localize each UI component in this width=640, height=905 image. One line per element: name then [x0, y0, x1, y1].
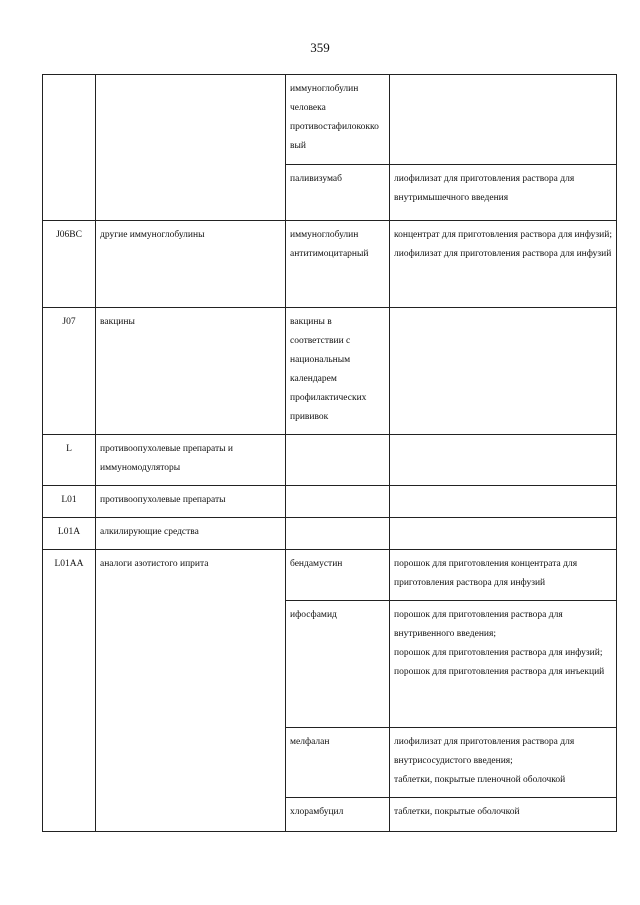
- atc-code-cell: J06BC: [43, 221, 96, 308]
- inn-cell: иммуноглобулин антитимоцитарный: [286, 221, 390, 308]
- dosage-form-cell: порошок для приготовления раствора для внутривенного введения; порошок для приготовления раствора для инфузий; порошок для приготовления раствора для инъекций: [390, 601, 617, 728]
- atc-code-cell: L: [43, 435, 96, 486]
- inn-cell: ифосфамид: [286, 601, 390, 728]
- drug-table: [42, 74, 617, 832]
- inn-cell: [286, 435, 390, 486]
- dosage-form-cell: [390, 435, 617, 486]
- atc-code-cell: J07: [43, 308, 96, 435]
- table-row: [43, 435, 617, 486]
- atc-group-cell: противоопухолевые препараты: [96, 486, 286, 518]
- atc-group-cell: аналоги азотистого иприта: [96, 550, 286, 832]
- atc-group-cell: противоопухолевые препараты и иммуномодуляторы: [96, 435, 286, 486]
- page-number: 359: [310, 40, 330, 55]
- atc-group-cell: вакцины: [96, 308, 286, 435]
- inn-cell: вакцины в соответствии с национальным календарем профилактических прививок: [286, 308, 390, 435]
- inn-cell: иммуноглобулин человека противостафилококко вый: [286, 75, 390, 165]
- dosage-form-cell: [390, 518, 617, 550]
- table-row: [43, 486, 617, 518]
- atc-code-cell: L01AA: [43, 550, 96, 832]
- dosage-form-cell: [390, 75, 617, 165]
- dosage-form-cell: концентрат для приготовления раствора для инфузий; лиофилизат для приготовления раствора для инфузий: [390, 221, 617, 308]
- table-row: [43, 550, 617, 601]
- inn-cell: паливизумаб: [286, 165, 390, 221]
- inn-cell: [286, 518, 390, 550]
- dosage-form-cell: лиофилизат для приготовления раствора для внутримышечного введения: [390, 165, 617, 221]
- inn-cell: хлорамбуцил: [286, 798, 390, 832]
- atc-group-cell: [96, 75, 286, 221]
- atc-group-cell: другие иммуноглобулины: [96, 221, 286, 308]
- inn-cell: бендамустин: [286, 550, 390, 601]
- atc-code-cell: [43, 75, 96, 221]
- dosage-form-cell: [390, 486, 617, 518]
- dosage-form-cell: [390, 308, 617, 435]
- dosage-form-cell: лиофилизат для приготовления раствора для внутрисосудистого введения; таблетки, покрытые пленочной оболочкой: [390, 728, 617, 798]
- table-row: [43, 518, 617, 550]
- atc-code-cell: L01A: [43, 518, 96, 550]
- inn-cell: [286, 486, 390, 518]
- table-row: [43, 75, 617, 165]
- dosage-form-cell: порошок для приготовления концентрата для приготовления раствора для инфузий: [390, 550, 617, 601]
- atc-code-cell: L01: [43, 486, 96, 518]
- inn-cell: мелфалан: [286, 728, 390, 798]
- table-row: [43, 308, 617, 435]
- atc-group-cell: алкилирующие средства: [96, 518, 286, 550]
- dosage-form-cell: таблетки, покрытые оболочкой: [390, 798, 617, 832]
- table-row: [43, 221, 617, 308]
